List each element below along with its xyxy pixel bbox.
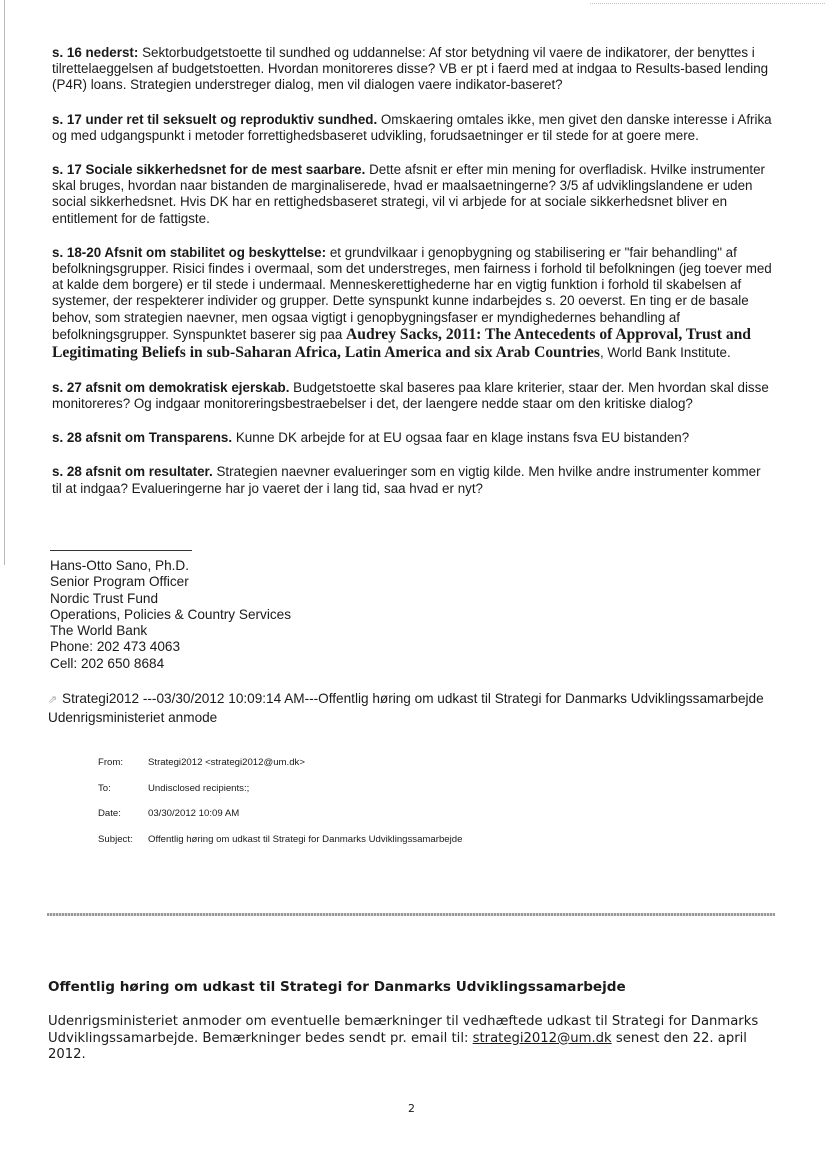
forwarded-message-line bbox=[48, 690, 788, 726]
header-label: From: bbox=[98, 757, 124, 768]
paragraph-text: Dette afsnit er efter min mening for overfladisk. Hvilke instrumenter skal bruges, hvordan naar bistanden de marginaliserede, hvad er maalsaetningerne? 3/5 af udviklingslandene er uden social sikkerhedsnet. Hvis DK har en rettighedsbaseret strategi, vil vi arbjede for at sociale sikkerhedsnet bliver en entitlement for de fattigste. bbox=[52, 162, 765, 226]
header-label: To: bbox=[98, 782, 111, 794]
comment-paragraph bbox=[52, 112, 772, 144]
paragraph-heading: s. 17 under ret til seksuelt og reproduktiv sundhed. bbox=[52, 111, 378, 127]
signature-unit: Nordic Trust Fund bbox=[50, 590, 159, 606]
paragraph-heading: s. 28 afsnit om resultater. bbox=[52, 464, 213, 480]
header-label: Subject: bbox=[98, 833, 133, 845]
comment-paragraph bbox=[52, 430, 772, 446]
reply-arrow-icon: ⇗ bbox=[48, 694, 58, 706]
paragraph-text: Budgetstoette skal baseres paa klare kriterier, staar der. Men hvordan skal disse monitoreres? Og indgaar monitoreringsbestraebelser i det, der laengere nedde staar om den kritiske dialog? bbox=[52, 379, 769, 412]
notice-deadline: senest den 22. april 2012. bbox=[48, 1030, 747, 1063]
comments-body bbox=[52, 45, 772, 515]
forwarded-summary: Strategi2012 ---03/30/2012 10:09:14 AM---Offentlig høring om udkast til Strategi for Danmarks Udviklingssamarbejde Udenrigsministeriet anmode bbox=[48, 691, 764, 725]
notice-text: Udenrigsministeriet anmoder om eventuelle bemærkninger til vedhæftede udkast til Strategi for Danmarks Udviklingssamarbejde. Bemærkninger bedes sendt pr. email til: bbox=[48, 1014, 759, 1046]
signature-organization: The World Bank bbox=[50, 623, 148, 639]
reference-citation: Audrey Sacks, 2011: The Antecedents of Approval, Trust and Legitimating Beliefs in sub-Saharan Africa, Latin America and six Arab Countries bbox=[52, 325, 751, 361]
header-label: Date: bbox=[98, 808, 121, 819]
signature-block bbox=[50, 558, 291, 672]
comment-paragraph bbox=[52, 45, 772, 94]
header-subject-value: Offentlig høring om udkast til Strategi for Danmarks Udviklingssamarbejde bbox=[148, 833, 463, 845]
signature-department: Operations, Policies & Country Services bbox=[50, 606, 292, 622]
paragraph-text: Kunne DK arbejde for at EU ogsaa faar en klage instans fsva EU bistanden? bbox=[232, 430, 690, 446]
comment-paragraph bbox=[52, 380, 772, 412]
paragraph-text: et grundvilkaar i genopbygning og stabilisering er "fair behandling" af befolkningsgrupper. Risici findes i overmaal, som det understreges, men fairness i forhold til befolkningen (jeg toever med at kalde dem borgere) er til stede i undermaal. Menneskerettighederne har en vigtig funktion i forhold til skabelsen af systemer, der respekterer individer og grupper. Dette synspunkt kunne indarbejdes s. 20 oeverst. En ting er de basale behov, som strategien naevner, men ogsaa vigtigt i genopbygningsfaser er myndighedernes behandling af befolkningsgrupper. Synspunktet baserer sig paa bbox=[52, 244, 772, 342]
top-scan-edge bbox=[590, 3, 825, 5]
header-to-value: Undisclosed recipients:; bbox=[148, 782, 250, 794]
page-number: 2 bbox=[408, 1102, 415, 1115]
signature-title: Senior Program Officer bbox=[50, 574, 189, 590]
signature-name: Hans-Otto Sano, Ph.D. bbox=[50, 558, 190, 573]
comment-paragraph bbox=[52, 464, 772, 496]
paragraph-heading: s. 18-20 Afsnit om stabilitet og beskyttelse: bbox=[52, 244, 327, 260]
paragraph-text: Strategien naevner evalueringer som en vigtig kilde. Men hvilke andre instrumenter kommer til at indgaa? Evalueringerne har jo vaeret der i lang tid, saa hvad er nyt? bbox=[52, 464, 761, 496]
comment-paragraph bbox=[52, 162, 772, 227]
paragraph-heading: s. 17 Sociale sikkerhedsnet for de mest saarbare. bbox=[52, 162, 366, 178]
signature-rule bbox=[50, 550, 192, 551]
paragraph-text: Omskaering omtales ikke, men givet den danske interesse i Afrika og med udgangspunkt i metoder forrettighedsbaseret udvikling, forudsaetninger er til stede for at goere mere. bbox=[52, 111, 772, 143]
notice-title: Offentlig høring om udkast til Strategi for Danmarks Udviklingssamarbejde bbox=[48, 979, 626, 995]
header-from-value: Strategi2012 <strategi2012@um.dk> bbox=[148, 757, 305, 768]
reference-source: , World Bank Institute. bbox=[599, 344, 731, 360]
comment-paragraph bbox=[52, 245, 772, 362]
paragraph-heading: s. 16 nederst: bbox=[52, 45, 139, 60]
paragraph-heading: s. 28 afsnit om Transparens. bbox=[52, 430, 233, 446]
notice-body bbox=[48, 1014, 768, 1064]
left-scan-edge bbox=[4, 0, 5, 565]
email-link[interactable]: strategi2012@um.dk bbox=[472, 1030, 612, 1046]
dotted-divider bbox=[47, 913, 775, 916]
header-date-value: 03/30/2012 10:09 AM bbox=[148, 808, 240, 819]
paragraph-text: Sektorbudgetstoette til sundhed og uddannelse: Af stor betydning vil vaere de indikatorer, der benyttes i tilrettelaeggelsen af budgetstoetten. Hvordan monitoreres disse? VB er pt i faerd med at indgaa to Results-based lending (P4R) loans. Strategien understreger dialog, men vil dialogen vaere indikator-baseret? bbox=[52, 45, 769, 93]
signature-cell: Cell: 202 650 8684 bbox=[50, 655, 165, 671]
signature-phone: Phone: 202 473 4063 bbox=[50, 639, 181, 655]
paragraph-heading: s. 27 afsnit om demokratisk ejerskab. bbox=[52, 379, 290, 395]
